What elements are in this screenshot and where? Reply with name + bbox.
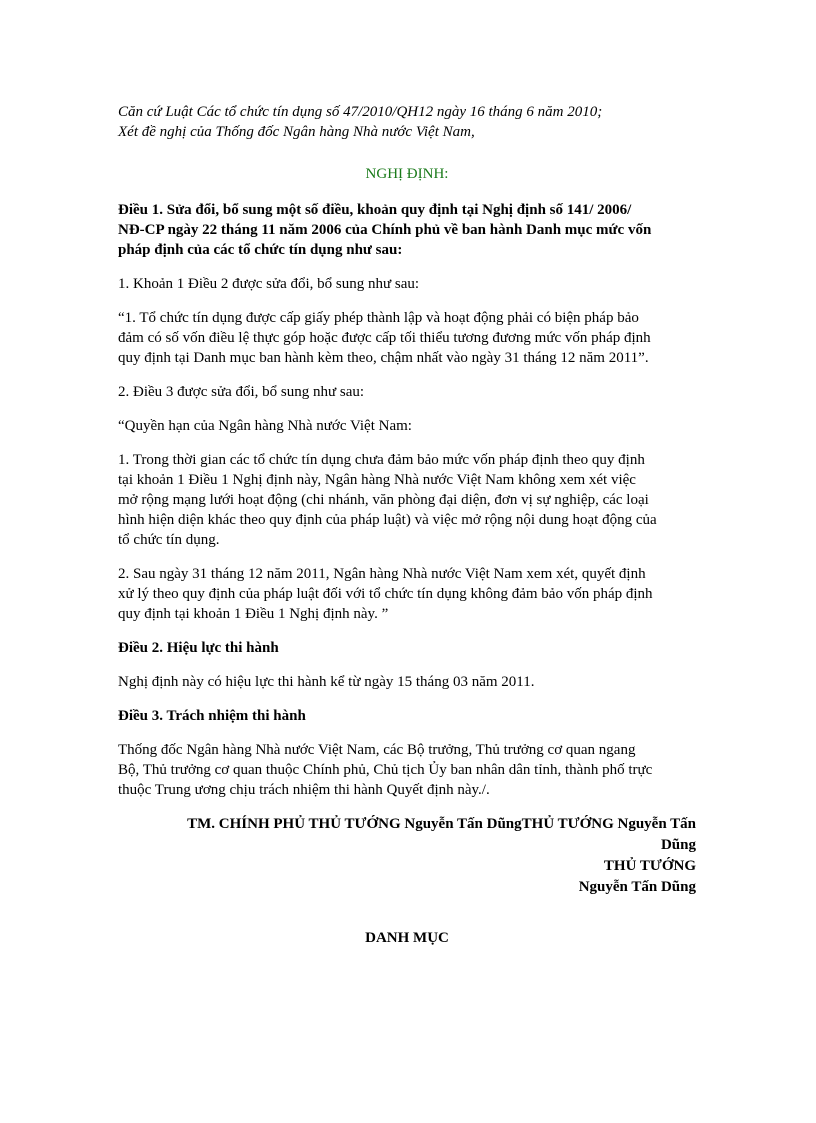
signature-name: Nguyễn Tấn Dũng: [578, 879, 696, 895]
article-1-title-line: NĐ-CP ngày 22 tháng 11 năm 2006 của Chính phủ về ban hành Danh mục mức vốn: [118, 222, 652, 238]
preamble-line: Căn cứ Luật Các tổ chức tín dụng số 47/2010/QH12 ngày 16 tháng 6 năm 2010;: [118, 104, 603, 120]
clause-2-quote-open: “Quyền hạn của Ngân hàng Nhà nước Việt Nam:: [118, 418, 412, 434]
clause-1-intro: 1. Khoản 1 Điều 2 được sửa đổi, bổ sung như sau:: [118, 276, 420, 292]
document-page: [118, 102, 696, 948]
clause-2-item-1-line: hình hiện diện khác theo quy định của pháp luật) và việc mở rộng nội dung hoạt động của: [118, 512, 657, 528]
article-2-title: Điều 2. Hiệu lực thi hành: [118, 640, 279, 656]
clause-2-item-2-line: 2. Sau ngày 31 tháng 12 năm 2011, Ngân hàng Nhà nước Việt Nam xem xét, quyết định: [118, 566, 646, 582]
clause-1-line: “1. Tổ chức tín dụng được cấp giấy phép thành lập và hoạt động phải có biện pháp bảo: [118, 310, 639, 326]
signature-line: Dũng: [660, 837, 696, 853]
clause-2-item-2-line: quy định tại khoản 1 Điều 1 Nghị định này. ”: [118, 606, 389, 622]
preamble-line: Xét đề nghị của Thống đốc Ngân hàng Nhà nước Việt Nam,: [118, 124, 475, 140]
clause-1-line: đảm có số vốn điều lệ thực góp hoặc được cấp tối thiểu tương đương mức vốn pháp định: [118, 330, 651, 346]
article-3-line: Bộ, Thủ trưởng cơ quan thuộc Chính phủ, Chủ tịch Ủy ban nhân dân tỉnh, thành phố trực: [118, 762, 653, 778]
article-1-title-line: Điều 1. Sửa đổi, bổ sung một số điều, khoản quy định tại Nghị định số 141/ 2006/: [118, 202, 632, 218]
article-3-text: [118, 740, 696, 800]
clause-2-item-1-line: mở rộng mạng lưới hoạt động (chi nhánh, văn phòng đại diện, đơn vị sự nghiệp, các loại: [118, 492, 649, 508]
clause-2-item-1-line: tổ chức tín dụng.: [118, 532, 220, 548]
clause-1-text: [118, 308, 696, 368]
clause-1-line: quy định tại Danh mục ban hành kèm theo, chậm nhất vào ngày 31 tháng 12 năm 2011”.: [118, 350, 649, 366]
decree-heading: NGHỊ ĐỊNH:: [365, 166, 449, 182]
article-3-line: Thống đốc Ngân hàng Nhà nước Việt Nam, các Bộ trưởng, Thủ trưởng cơ quan ngang: [118, 742, 636, 758]
article-2-text: Nghị định này có hiệu lực thi hành kể từ ngày 15 tháng 03 năm 2011.: [118, 674, 535, 690]
clause-2-item-1-line: 1. Trong thời gian các tổ chức tín dụng chưa đảm bảo mức vốn pháp định theo quy định: [118, 452, 645, 468]
appendix-heading: DANH MỤC: [365, 930, 449, 946]
clause-2-item-2-line: xử lý theo quy định của pháp luật đối với tổ chức tín dụng không đảm bảo vốn pháp định: [118, 586, 653, 602]
article-1-title: [118, 200, 696, 260]
clause-2-item-1-line: tại khoản 1 Điều 1 Nghị định này, Ngân hàng Nhà nước Việt Nam không xem xét việc: [118, 472, 636, 488]
article-1-title-line: pháp định của các tổ chức tín dụng như sau:: [118, 242, 403, 258]
preamble: [118, 102, 696, 142]
signature-block: [118, 814, 696, 898]
article-3-title: Điều 3. Trách nhiệm thi hành: [118, 708, 306, 724]
signature-line: TM. CHÍNH PHỦ THỦ TƯỚNG Nguyễn Tấn DũngTHỦ TƯỚNG Nguyễn Tấn: [187, 816, 696, 832]
clause-2-intro: 2. Điều 3 được sửa đổi, bổ sung như sau:: [118, 384, 365, 400]
signature-title: THỦ TƯỚNG: [603, 858, 696, 874]
article-3-line: thuộc Trung ương chịu trách nhiệm thi hành Quyết định này./.: [118, 782, 490, 798]
clause-2-item-1: [118, 450, 696, 550]
clause-2-item-2: [118, 564, 696, 624]
